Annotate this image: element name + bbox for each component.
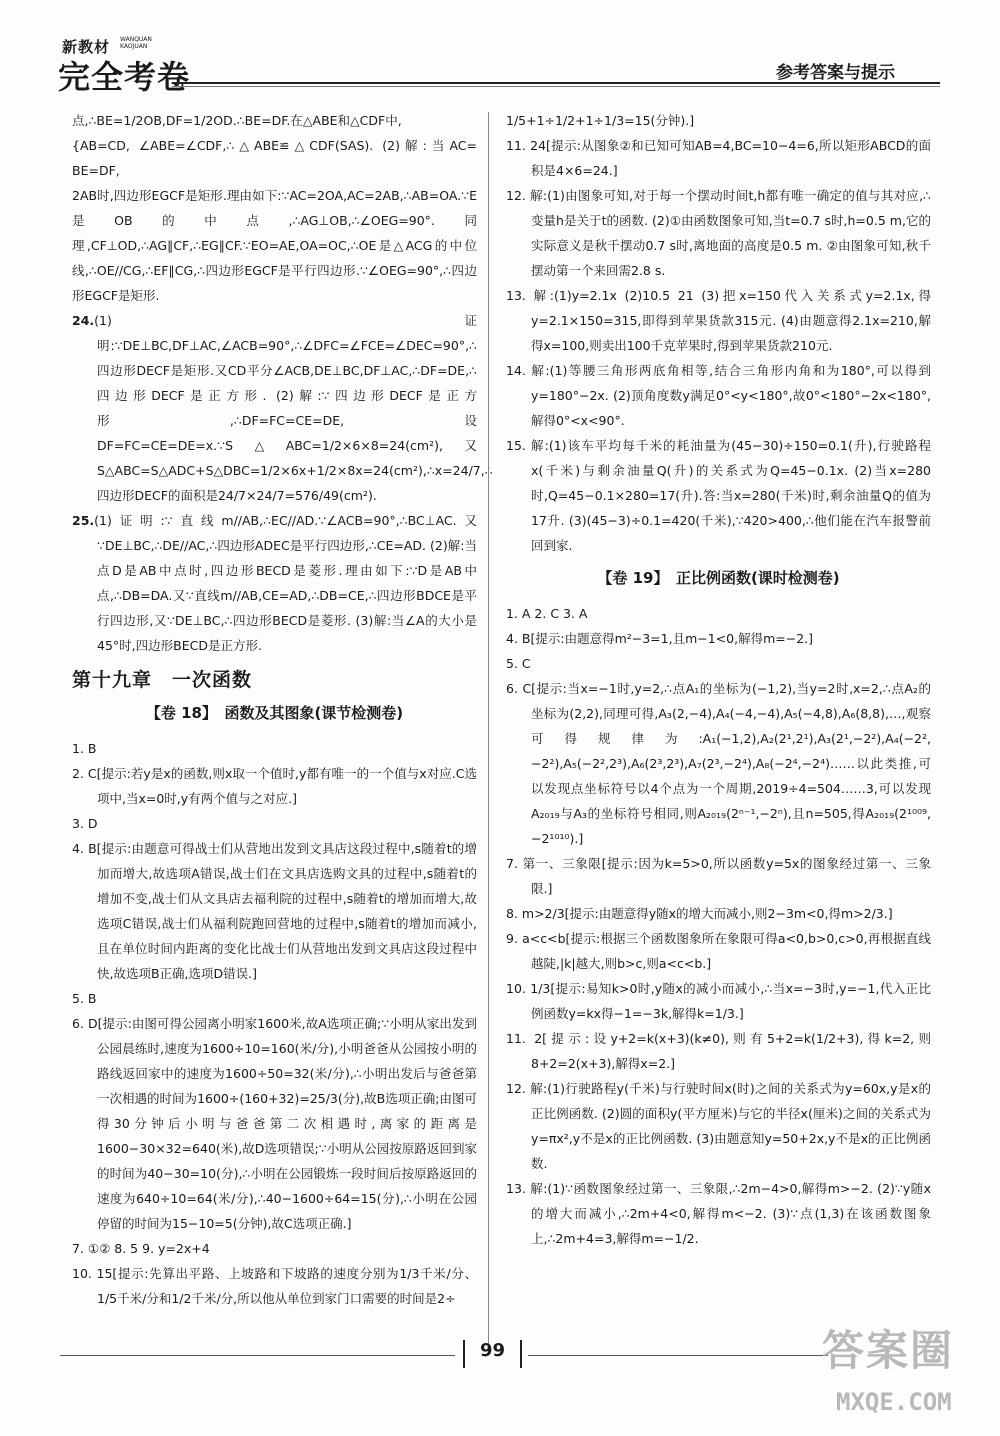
answer-item: 7. ①② 8. 5 9. y=2x+4 [72, 1241, 210, 1256]
watermark-url: MXQE.COM [836, 1388, 952, 1416]
answer-item: 9. a<c<b[提示:根据三个函数图象所在象限可得a<0,b>0,c>0,再根据直线越陡,|k|越大,则b>c,则a<c<b.] [506, 931, 931, 971]
footer-rule-left [60, 1355, 455, 1356]
section-heading-19: 【卷 19】 正比例函数(课时检测卷) [597, 569, 840, 587]
section-heading-18: 【卷 18】 函数及其图象(课节检测卷) [145, 704, 404, 722]
answer-item: 1. B [72, 741, 97, 756]
logo-small: 新教材 [62, 38, 111, 56]
answer-text: 2AB时,四边形EGCF是矩形.理由如下:∵AC=2OA,AC=2AB,∴AB=OA.∵E是OB的中点,∴AG⊥OB,∴∠OEG=90°.同理,CF⊥OD,∴AG∥CF,∴EG∥CF.∵EO=AE,OA=OC,∴OE是△ACG的中位线,∴OE//CG,∴EF∥CG,∴四边形EGCF是平行四边形.∵∠OEG=90°,∴四边形EGCF是矩形. [72, 188, 477, 303]
answer-item: 10. 15[提示:先算出平路、上坡路和下坡路的速度分别为1/3千米/分、1/5千米/分和1/2千米/分,所以他从单位到家门口需要的时间是2÷ [72, 1266, 477, 1306]
item-number: 25. [72, 513, 95, 528]
answer-item-25 [72, 508, 477, 658]
header-rule [172, 82, 940, 84]
answer-item: 4. B[提示:由题意可得战士们从营地出发到文具店这段过程中,s随着t的增加而增大,故选项A错误,战士们在文具店选购文具的过程中,s随着t的增加不变,战士们从文具店去福利院的过程中,s随着t的增加而增大,故选项C错误,战士们从福利院跑回营地的过程中,s随着t的增加而减小,且在单位时间内距离的变化比战士们从营地出发到文具店这段过程中快,故选项B正确,选项D错误.] [72, 841, 477, 981]
item-number: 24. [72, 313, 95, 328]
answer-item: 4. B[提示:由题意得m²−3=1,且m−1<0,解得m=−2.] [506, 631, 814, 646]
answer-item: 5. C [506, 656, 531, 671]
answer-item: 8. m>2/3[提示:由题意得y随x的增大而减小,则2−3m<0,得m>2/3.] [506, 906, 893, 921]
watermark [822, 1318, 987, 1430]
logo-pinyin-1: WANQUAN [120, 36, 152, 43]
answer-item-24 [72, 308, 493, 508]
logo-pinyin-2: KAOJUAN [120, 43, 148, 50]
answer-text: 点,∴BE=1/2OB,DF=1/2OD.∴BE=DF.在△ABE和△CDF中, [72, 113, 402, 128]
item-text: (1)证明:∵DE⊥BC,DF⊥AC,∠ACB=90°,∴∠DFC=∠FCE=∠DEC=90°,∴四边形DECF是矩形.又CD平分∠ACB,DE⊥BC,DF⊥AC,∴DF=DE,∴四边形DECF是正方形. (2)解:∵四边形DECF是正方形,∴DF=FC=CE=DE,设DF=FC=CE=DE=x.∵S△ABC=1/2×6×8=24(cm²),又S△ABC=S△ADC+S△DBC=1/2×6x+1/2×8x=24(cm²),∴x=24/7,∴四边形DECF的面积是24/7×24/7=576/49(cm²). [94, 313, 493, 503]
answer-item: 14. 解:(1)等腰三角形两底角相等,结合三角形内角和为180°,可以得到y=180°−2x. (2)顶角度数y满足0°<y<180°,故0°<180°−2x<180°,解得0°<x<90°. [506, 363, 931, 428]
page-number: 99 [480, 1340, 506, 1361]
header-rule-thin [172, 86, 940, 87]
answer-item: 13. 解:(1)∵函数图象经过第一、三象限,∴2m−4>0,解得m>−2. (2)∵y随x的增大而减小,∴2m+4<0,解得m<−2. (3)∵点(1,3)在该函数图象上,∴2m+4=3,解得m=−1/2. [506, 1181, 931, 1246]
column-divider [488, 112, 489, 1347]
answer-item: 13. 解:(1)y=2.1x (2)10.5 21 (3)把x=150代入关系式y=2.1x,得y=2.1×150=315,即得到苹果货款315元. (4)由题意得2.1x=210,解得x=100,则卖出100千克苹果时,得到苹果货款210元. [506, 288, 931, 353]
answer-item: 3. D [72, 816, 98, 831]
answer-item: 11. 2[提示:设y+2=k(x+3)(k≠0),则有5+2=k(1/2+3),得k=2,则8+2=2(x+3),解得x=2.] [506, 1031, 931, 1071]
answer-item: 7. 第一、三象限[提示:因为k=5>0,所以函数y=5x的图象经过第一、三象限.] [506, 856, 931, 896]
answer-item: 6. C[提示:当x=−1时,y=2,∴点A₁的坐标为(−1,2),当y=2时,x=2,∴点A₂的坐标为(2,2),同理可得,A₃(2,−4),A₄(−4,−4),A₅(−4,8),A₆(8,8),…,观察可得规律为:A₁(−1,2),A₂(2¹,2¹),A₃(2¹,−2²),A₄(−2²,−2²),A₅(−2²,2³),A₆(2³,2³),A₇(2³,−2⁴),A₈(−2⁴,−2⁴)……以此类推,可以发现点坐标符号以4个点为一个周期,2019÷4=504……3,可以发现A₂₀₁₉与A₃的坐标符号相同,则A₂₀₁₉(2ⁿ⁻¹,−2ⁿ),且n=505,得A₂₀₁₉(2¹⁰⁰⁹,−2¹⁰¹⁰).] [506, 681, 931, 846]
page-header [0, 0, 1000, 100]
logo-pinyin [120, 36, 152, 50]
logo-title: 完全考卷 [58, 58, 191, 96]
header-title: 参考答案与提示 [776, 63, 895, 83]
watermark-logo: 答案圈 [822, 1326, 955, 1375]
answer-item: 15. 解:(1)该车平均每千米的耗油量为(45−30)÷150=0.1(升),行驶路程x(千米)与剩余油量Q(升)的关系式为Q=45−0.1x. (2)当x=280时,Q=45−0.1×280=17(升).答:当x=280(千米)时,剩余油量Q的值为17升. (3)(45−3)÷0.1=420(千米),∵420>400,∴他们能在汽车报警前回到家. [506, 438, 931, 553]
answer-item: 10. 1/3[提示:易知k>0时,y随x的减小而减小,∴当x=−3时,y=−1,代入正比例函数y=kx得−1=−3k,解得k=1/3.] [506, 981, 931, 1021]
item-text: (1)证明:∵直线m//AB,∴EC//AD.∵∠ACB=90°,∴BC⊥AC.又∵DE⊥BC,∴DE//AC,∴四边形ADEC是平行四边形,∴CE=AD. (2)解:当点D是AB中点时,四边形BECD是菱形.理由如下:∵D是AB中点,∴DB=DA.又∵直线m//AB,CE=AD,∴DB=CE,∴四边形BDCE是平行四边形,又∵DE⊥BC,∴四边形BECD是菱形. (3)解:当∠A的大小是45°时,四边形BECD是正方形. [94, 513, 477, 653]
footer-bar-left [463, 1340, 465, 1368]
answer-text: {AB=CD, ∠ABE=∠CDF,∴△ABE≌△CDF(SAS). (2)解:当AC= BE=DF, [72, 138, 477, 178]
right-column [506, 108, 931, 1251]
footer-rule-right [528, 1355, 828, 1356]
answer-item: 11. 24[提示:从图象②和已知可知AB=4,BC=10−4=6,所以矩形ABCD的面积是4×6=24.] [506, 138, 931, 178]
left-column [72, 108, 493, 1311]
answer-item: 1. A 2. C 3. A [506, 606, 588, 621]
answer-item: 12. 解:(1)由图象可知,对于每一个摆动时间t,h都有唯一确定的值与其对应,∴变量h是关于t的函数. (2)①由函数图象可知,当t=0.7 s时,h=0.5 m,它的实际意义是秋千摆动0.7 s时,离地面的高度是0.5 m. ②由图象可知,秋千摆动第一个来回需2.8 s. [506, 188, 931, 278]
answer-item: 12. 解:(1)行驶路程y(千米)与行驶时间x(时)之间的关系式为y=60x,y是x的正比例函数. (2)圆的面积y(平方厘米)与它的半径x(厘米)之间的关系式为y=πx²,y不是x的正比例函数. (3)由题意知y=50+2x,y不是x的正比例函数. [506, 1081, 931, 1171]
answer-item: 5. B [72, 991, 97, 1006]
chapter-heading: 第十九章 一次函数 [72, 669, 253, 691]
footer-bar-right [520, 1340, 522, 1368]
answer-text: 1/5+1÷1/2+1÷1/3=15(分钟).] [506, 113, 695, 128]
answer-item: 6. D[提示:由图可得公园离小明家1600米,故A选项正确;∵小明从家出发到公园晨练时,速度为1600÷10=160(米/分),小明爸爸从公园按小明的路线返回家中的速度为1600÷50=32(米/分),∴小明出发后与爸爸第一次相遇的时间为1600÷(160+32)=25/3(分),故B选项正确;由图可得30分钟后小明与爸爸第二次相遇时,离家的距离是1600−30×32=640(米),故D选项错误;∵小明从公园按原路返回到家的时间为40−30=10(分),∴小明在公园锻炼一段时间后按原路返回的速度为640÷10=64(米/分),∴40−1600÷64=15(分),∴小明在公园停留的时间为15−10=5(分钟),故C选项正确.] [72, 1016, 477, 1231]
answer-item: 2. C[提示:若y是x的函数,则x取一个值时,y都有唯一的一个值与x对应.C选项中,当x=0时,y有两个值与之对应.] [72, 766, 477, 806]
